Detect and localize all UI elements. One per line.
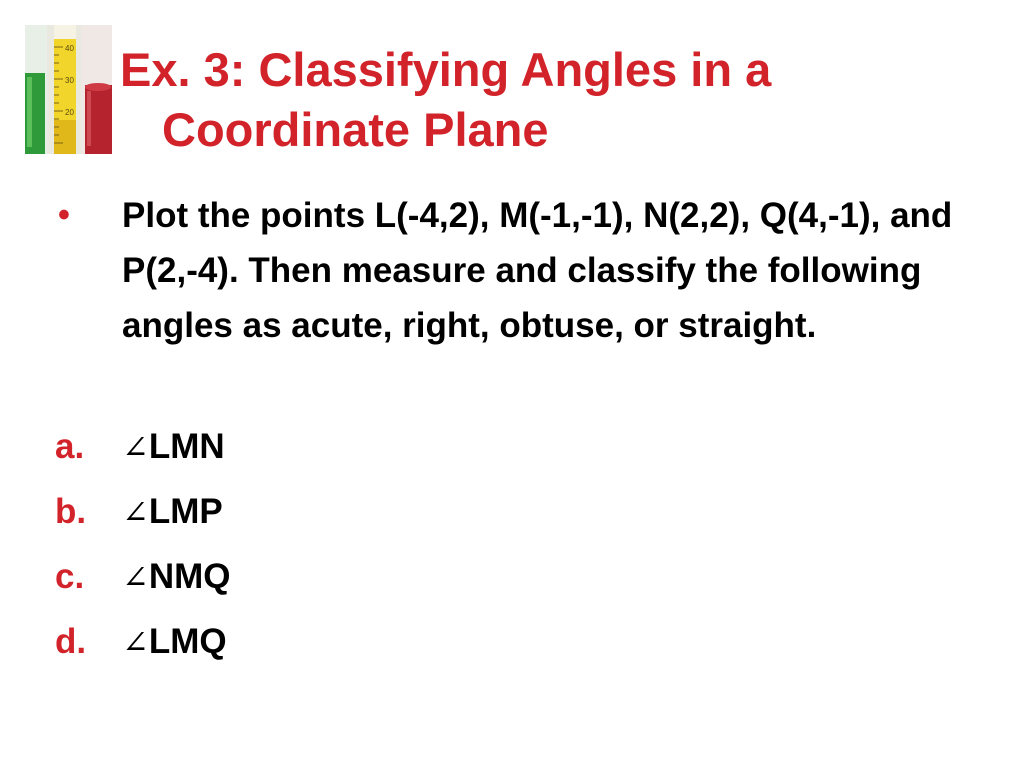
slide-title [120, 40, 1000, 160]
logo-scale-30: 30 [65, 76, 74, 85]
angle-name: LMP [148, 492, 223, 531]
angle-icon: ∠ [122, 493, 149, 531]
angle-icon: ∠ [122, 428, 149, 466]
item-marker: d. [55, 622, 87, 661]
item-content [122, 490, 223, 534]
item-marker: b. [55, 492, 87, 531]
item-marker: a. [55, 427, 85, 466]
angle-icon: ∠ [122, 623, 149, 661]
logo-scale-40: 40 [65, 44, 74, 53]
logo-scale-20: 20 [65, 108, 74, 117]
angle-name: NMQ [148, 557, 231, 596]
item-content [122, 425, 225, 469]
angle-name: LMQ [148, 622, 227, 661]
item-marker: c. [55, 557, 85, 596]
angle-name: LMN [148, 427, 225, 466]
title-line-2: Coordinate Plane [162, 103, 549, 156]
item-content [122, 620, 227, 664]
instruction-text: Plot the points L(-4,2), M(-1,-1), N(2,2), Q(4,-1), and P(2,-4). Then measure and classify the following angles as acute, right, obtuse, or straight. [122, 196, 953, 345]
bullet-dot-icon: • [58, 196, 70, 234]
title-line-1: Ex. 3: Classifying Angles in a [120, 43, 772, 96]
item-content [122, 555, 230, 599]
angle-icon: ∠ [122, 558, 149, 596]
beaker-logo-icon [25, 25, 112, 154]
